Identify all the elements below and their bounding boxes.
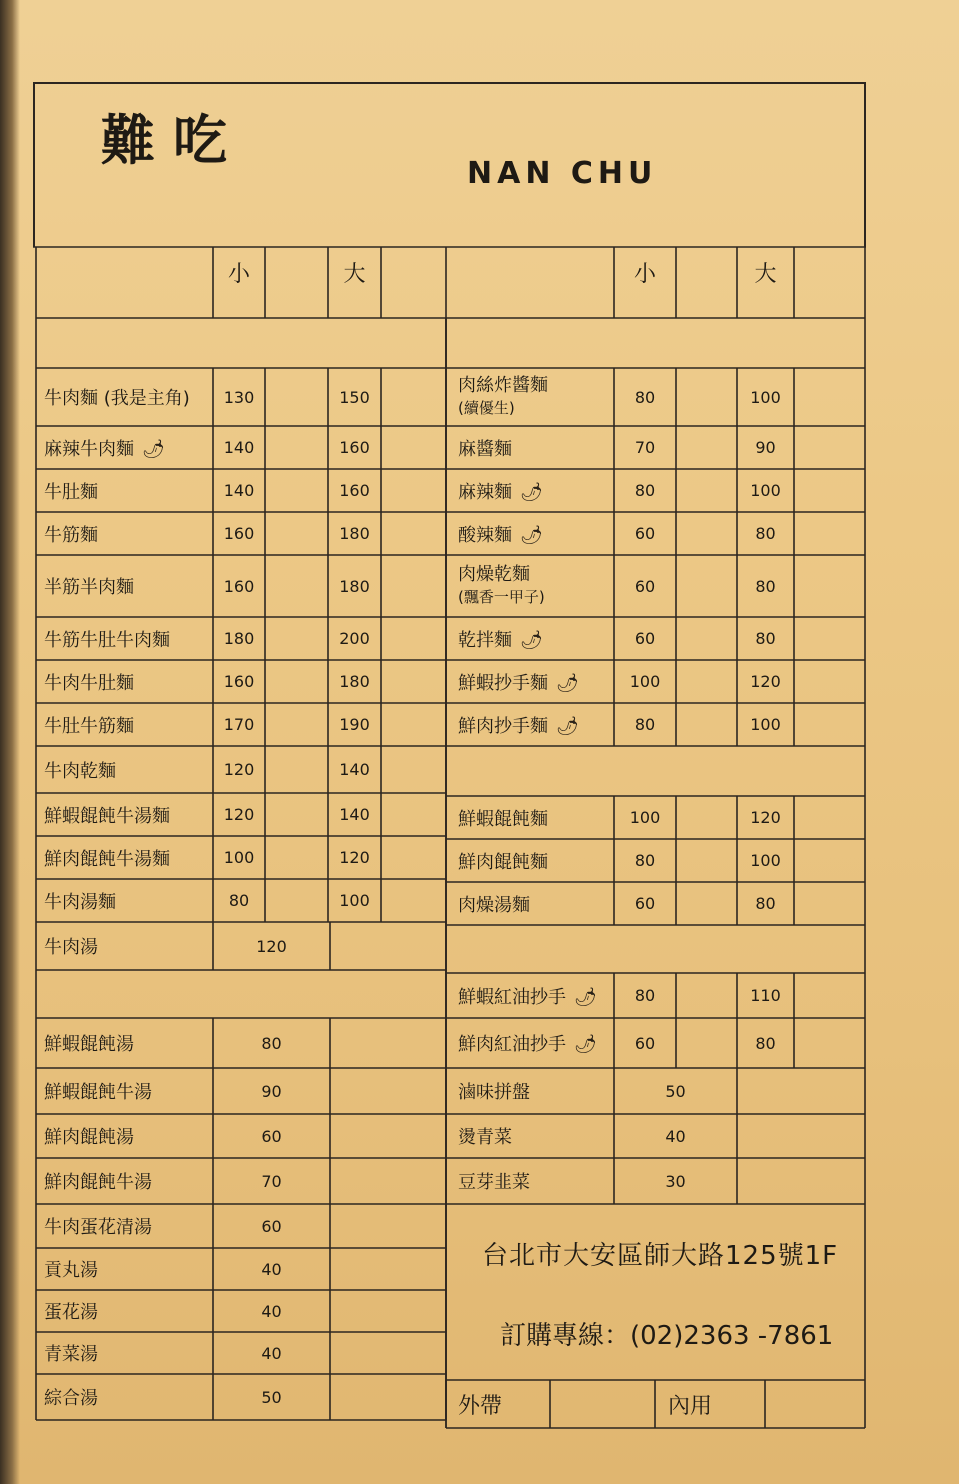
price: 70 [261, 1171, 282, 1191]
price-small: 120 [223, 805, 255, 824]
chili-icon: 🌶 [142, 438, 165, 460]
item-name: 肉燥湯麵 [458, 894, 530, 916]
price-small: 60 [634, 894, 656, 913]
price-small: 60 [634, 576, 656, 596]
item-name: 牛筋牛肚牛肉麵 [44, 629, 170, 651]
price-small: 80 [634, 715, 656, 734]
price: 50 [261, 1387, 282, 1407]
category-beef-noodles [36, 318, 460, 368]
price-large: 100 [750, 851, 781, 870]
item-name: 鮮蝦餛飩麵 [458, 808, 548, 830]
price-small: 80 [634, 481, 656, 500]
price-large: 80 [755, 894, 776, 913]
category-sides [450, 925, 879, 973]
menu-item-name: 鮮蝦餛飩牛湯 [44, 1082, 152, 1103]
price-large: 100 [750, 387, 781, 407]
menu-item-name [36, 555, 221, 617]
price-small: 140 [223, 481, 255, 500]
price: 30 [665, 1171, 686, 1191]
dine-in-label: 內用 [668, 1393, 713, 1419]
menu-item-name [36, 512, 221, 555]
item-name: 鮮肉餛飩牛湯麵 [44, 848, 170, 870]
menu-item-name [450, 660, 622, 703]
price-small: 170 [223, 715, 255, 734]
chili-icon: 🌶 [574, 1034, 597, 1055]
item-name: 半筋半肉麵 [44, 577, 134, 598]
menu-item-name: 燙青菜 [458, 1127, 512, 1148]
menu-item-name [36, 746, 221, 793]
price-large: 110 [750, 986, 781, 1005]
menu-item-name [450, 703, 622, 746]
chili-icon: 🌶 [520, 629, 543, 651]
price-small: 130 [223, 387, 255, 407]
menu-item-name [450, 617, 622, 660]
order-phone: 訂購專線：(02)2363 -7861 [500, 1321, 834, 1351]
price-small: 160 [223, 672, 255, 691]
item-name: 牛肉麵 (我是主角) [44, 388, 190, 409]
price-large: 180 [339, 576, 370, 596]
price: 50 [665, 1081, 686, 1101]
price-small: 160 [223, 524, 255, 543]
menu-item-name [36, 660, 221, 703]
price: 90 [261, 1081, 282, 1101]
menu-item-name [36, 793, 221, 836]
category-soups [36, 970, 460, 1018]
price-large: 80 [755, 629, 776, 648]
price-large: 190 [339, 715, 370, 734]
price-large: 100 [339, 891, 370, 910]
price-large: 100 [750, 481, 781, 500]
price-large: 120 [750, 808, 781, 827]
price: 40 [665, 1126, 686, 1146]
address: 台北市大安區師大路125號1F [482, 1241, 839, 1271]
menu-item-name: 鮮肉餛飩湯 [44, 1127, 134, 1148]
price-large: 80 [755, 576, 776, 596]
chili-icon: 🌶 [556, 672, 579, 694]
price: 40 [261, 1343, 282, 1363]
price-large: 200 [339, 629, 370, 648]
item-note: (飄香一甲子) [458, 588, 545, 606]
price-small: 100 [223, 848, 255, 867]
menu-item-name [450, 469, 622, 512]
price-small: 80 [634, 851, 656, 870]
menu-item-name [36, 879, 221, 922]
menu-item-name [450, 1018, 622, 1068]
item-name: 鮮肉紅油抄手 [458, 1034, 566, 1055]
item-name: 乾拌麵 [458, 629, 512, 651]
restaurant-name: 難吃 [101, 108, 245, 172]
menu-item-name [450, 839, 622, 882]
item-note: (續優生) [458, 399, 515, 417]
chili-icon: 🌶 [520, 481, 543, 503]
price: 40 [261, 1301, 282, 1321]
size-small-label: 小 [633, 262, 656, 287]
menu-item-name [36, 368, 221, 426]
menu-item-name [450, 555, 622, 617]
menu-item-name [36, 426, 221, 469]
menu-item-name [36, 836, 221, 879]
price-small: 180 [223, 629, 255, 648]
price-small: 80 [634, 387, 656, 407]
price-small: 70 [634, 438, 656, 457]
price-large: 100 [750, 715, 781, 734]
item-name: 鮮肉抄手麵 [458, 715, 548, 737]
price-large: 80 [755, 524, 776, 543]
item-name: 鮮蝦餛飩牛湯麵 [44, 805, 170, 827]
price: 120 [256, 936, 287, 956]
price-small: 100 [629, 808, 661, 827]
item-name: 牛肉牛肚麵 [44, 672, 134, 694]
price-large: 120 [750, 672, 781, 691]
price-small: 60 [634, 1033, 656, 1053]
item-name: 牛肉湯麵 [44, 891, 116, 913]
size-large-label: 大 [343, 262, 366, 287]
item-name: 麻辣牛肉麵 [44, 438, 134, 460]
category-dry-noodles [450, 318, 879, 368]
chili-icon: 🌶 [574, 986, 597, 1008]
price-small: 80 [228, 891, 250, 910]
item-name: 鮮蝦紅油抄手 [458, 986, 566, 1008]
restaurant-name-latin: NAN CHU [467, 156, 658, 191]
item-name: 酸辣麵 [458, 524, 512, 546]
category-soup-noodles [450, 746, 879, 796]
menu-item-name [450, 882, 622, 925]
menu-item-name: 蛋花湯 [44, 1302, 98, 1323]
price-small: 100 [629, 672, 661, 691]
item-name: 麻辣麵 [458, 481, 512, 503]
price: 80 [261, 1033, 282, 1053]
price: 60 [261, 1216, 282, 1236]
menu-item-name [450, 368, 622, 426]
price-large: 140 [339, 805, 370, 824]
item-name: 牛筋麵 [44, 524, 98, 546]
item-name: 麻醬麵 [458, 438, 512, 460]
price-small: 160 [223, 576, 255, 596]
price-large: 140 [339, 760, 370, 779]
menu-item-name: 鮮蝦餛飩湯 [44, 1034, 134, 1055]
item-name: 鮮肉餛飩麵 [458, 851, 548, 873]
menu-item-name [450, 796, 622, 839]
menu-item-name [36, 617, 221, 660]
menu-item-name: 牛肉蛋花清湯 [44, 1217, 152, 1238]
price-large: 180 [339, 524, 370, 543]
item-name: 牛肉乾麵 [44, 760, 116, 782]
price-small: 120 [223, 760, 255, 779]
chili-icon: 🌶 [520, 524, 543, 546]
price-small: 60 [634, 629, 656, 648]
price-large: 80 [755, 1033, 776, 1053]
size-large-label: 大 [754, 262, 777, 287]
item-name: 牛肚麵 [44, 481, 98, 503]
item-name: 鮮蝦抄手麵 [458, 672, 548, 694]
price-small: 60 [634, 524, 656, 543]
price-large: 150 [339, 387, 370, 407]
price-large: 160 [339, 481, 370, 500]
price-small: 80 [634, 986, 656, 1005]
menu-item-name [36, 469, 221, 512]
price: 60 [261, 1126, 282, 1146]
item-name: 肉燥乾麵 [458, 564, 530, 585]
menu-item-name: 牛肉湯 [44, 937, 98, 958]
menu-item-name [450, 512, 622, 555]
menu-item-name: 豆芽韭菜 [458, 1172, 530, 1193]
chili-icon: 🌶 [556, 715, 579, 737]
price-large: 90 [755, 438, 776, 457]
price-large: 160 [339, 438, 370, 457]
menu-item-name [450, 973, 622, 1018]
item-name: 肉絲炸醬麵 [458, 375, 548, 396]
item-name: 牛肚牛筋麵 [44, 715, 134, 737]
menu-item-name [450, 426, 622, 469]
size-small-label: 小 [227, 262, 250, 287]
menu-item-name: 貢丸湯 [44, 1260, 98, 1281]
menu-item-name: 青菜湯 [44, 1344, 98, 1365]
menu-item-name: 綜合湯 [44, 1388, 98, 1409]
price-large: 180 [339, 672, 370, 691]
menu-item-name [36, 703, 221, 746]
price-small: 140 [223, 438, 255, 457]
takeout-label: 外帶 [458, 1393, 503, 1419]
menu-item-name: 鮮肉餛飩牛湯 [44, 1172, 152, 1193]
price: 40 [261, 1259, 282, 1279]
menu-item-name: 滷味拼盤 [458, 1082, 530, 1103]
price-large: 120 [339, 848, 370, 867]
